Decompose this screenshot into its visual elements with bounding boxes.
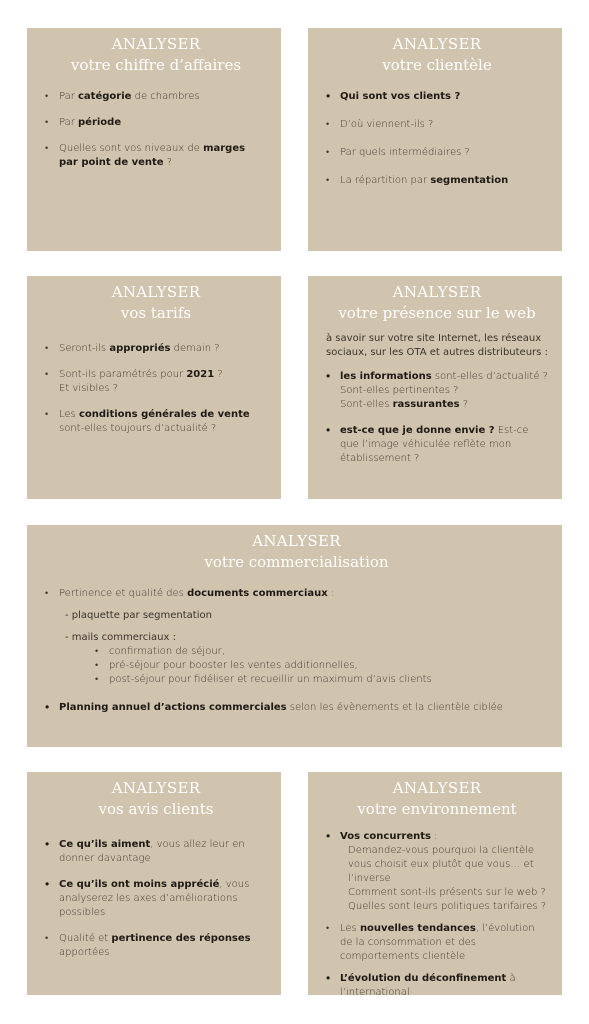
card-chiffre-affaires bbox=[27, 28, 281, 251]
card-avis-clients bbox=[27, 772, 281, 995]
list-item: • les informations sont-elles d’actualité ? Sont-elles pertinentes ? Sont-elles rassurantes ? bbox=[326, 370, 548, 412]
intro-text: à savoir sur votre site Internet, les réseaux sociaux, sur les OTA et autres distributeurs : bbox=[326, 333, 548, 358]
card-title bbox=[45, 531, 548, 573]
sub-list bbox=[45, 609, 548, 687]
title-line-2: votre clientèle bbox=[382, 56, 492, 74]
list-item: • post-séjour pour fidéliser et recueillir un maximum d’avis clients bbox=[95, 673, 548, 687]
card-title bbox=[45, 34, 267, 76]
list-item: • Qui sont vos clients ? bbox=[326, 90, 548, 104]
nested-list bbox=[95, 645, 548, 687]
card-tarifs bbox=[27, 276, 281, 499]
card-environnement bbox=[308, 772, 562, 998]
card-list bbox=[326, 370, 548, 466]
card-list bbox=[45, 587, 548, 601]
card-list bbox=[45, 90, 267, 170]
title-line-1: ANALYSER bbox=[392, 779, 482, 797]
list-item: • D’où viennent-ils ? bbox=[326, 118, 548, 132]
list-item: • Seront-ils appropriés demain ? bbox=[45, 342, 267, 356]
list-item: • Quelles sont vos niveaux de marges par point de vente ? bbox=[45, 142, 267, 170]
title-line-2: votre environnement bbox=[357, 800, 517, 818]
dash-item: - plaquette par segmentation bbox=[65, 610, 212, 621]
list-item: • confirmation de séjour, bbox=[95, 645, 548, 659]
card-list bbox=[45, 701, 548, 715]
list-item: • est-ce que je donne envie ? Est-ce que l’image véhiculée reflète mon établissement ? bbox=[326, 424, 548, 466]
card-commercialisation bbox=[27, 525, 562, 747]
title-line-1: ANALYSER bbox=[111, 779, 201, 797]
card-title bbox=[45, 282, 267, 324]
list-item: • Par quels intermédiaires ? bbox=[326, 146, 548, 160]
list-item: • L’évolution du déconfinement à l’international bbox=[326, 972, 548, 1000]
title-line-2: votre présence sur le web bbox=[338, 304, 536, 322]
list-item: • Qualité et pertinence des réponses apportées bbox=[45, 932, 267, 960]
list-item: • Par période bbox=[45, 116, 267, 130]
list-item: • Planning annuel d’actions commerciales selon les évènements et la clientèle ciblée bbox=[45, 701, 548, 715]
card-list bbox=[45, 838, 267, 960]
title-line-2: vos avis clients bbox=[98, 800, 214, 818]
list-item: • Vos concurrents : Demandez-vous pourquoi la clientèle vous choisit eux plutôt que vous… et l’inverse Comment sont-ils présents sur le web ? Quelles sont leurs politiques tarifaires ? bbox=[326, 830, 548, 914]
card-title bbox=[45, 778, 267, 820]
list-item: • Sont-ils paramétrés pour 2021 ? Et visibles ? bbox=[45, 368, 267, 396]
list-item: • Ce qu’ils aiment, vous allez leur en donner davantage bbox=[45, 838, 267, 866]
card-list bbox=[326, 830, 548, 1000]
title-line-1: ANALYSER bbox=[392, 283, 482, 301]
card-list bbox=[45, 342, 267, 436]
title-line-2: vos tarifs bbox=[120, 304, 192, 322]
card-title bbox=[326, 34, 548, 76]
card-title bbox=[326, 282, 548, 324]
list-item: • pré-séjour pour booster les ventes additionnelles, bbox=[95, 659, 548, 673]
list-item: • Par catégorie de chambres bbox=[45, 90, 267, 104]
list-item: • La répartition par segmentation bbox=[326, 174, 548, 188]
list-item: • Les conditions générales de vente sont-elles toujours d’actualité ? bbox=[45, 408, 267, 436]
list-item: • Pertinence et qualité des documents commerciaux : bbox=[45, 587, 548, 601]
title-line-1: ANALYSER bbox=[252, 532, 341, 550]
list-item: • Ce qu’ils ont moins apprécié, vous analyserez les axes d’améliorations possibles bbox=[45, 878, 267, 920]
card-title bbox=[326, 778, 548, 820]
title-line-2: votre chiffre d’affaires bbox=[70, 56, 242, 74]
title-line-2: votre commercialisation bbox=[204, 553, 389, 571]
card-presence-web bbox=[308, 276, 562, 499]
card-list bbox=[326, 90, 548, 188]
list-item: • Les nouvelles tendances, l’évolution de la consommation et des comportements clientèle bbox=[326, 922, 548, 964]
title-line-1: ANALYSER bbox=[111, 283, 201, 301]
card-clientele bbox=[308, 28, 562, 251]
title-line-1: ANALYSER bbox=[392, 35, 482, 53]
title-line-1: ANALYSER bbox=[111, 35, 201, 53]
dash-item: - mails commerciaux : bbox=[65, 632, 176, 643]
